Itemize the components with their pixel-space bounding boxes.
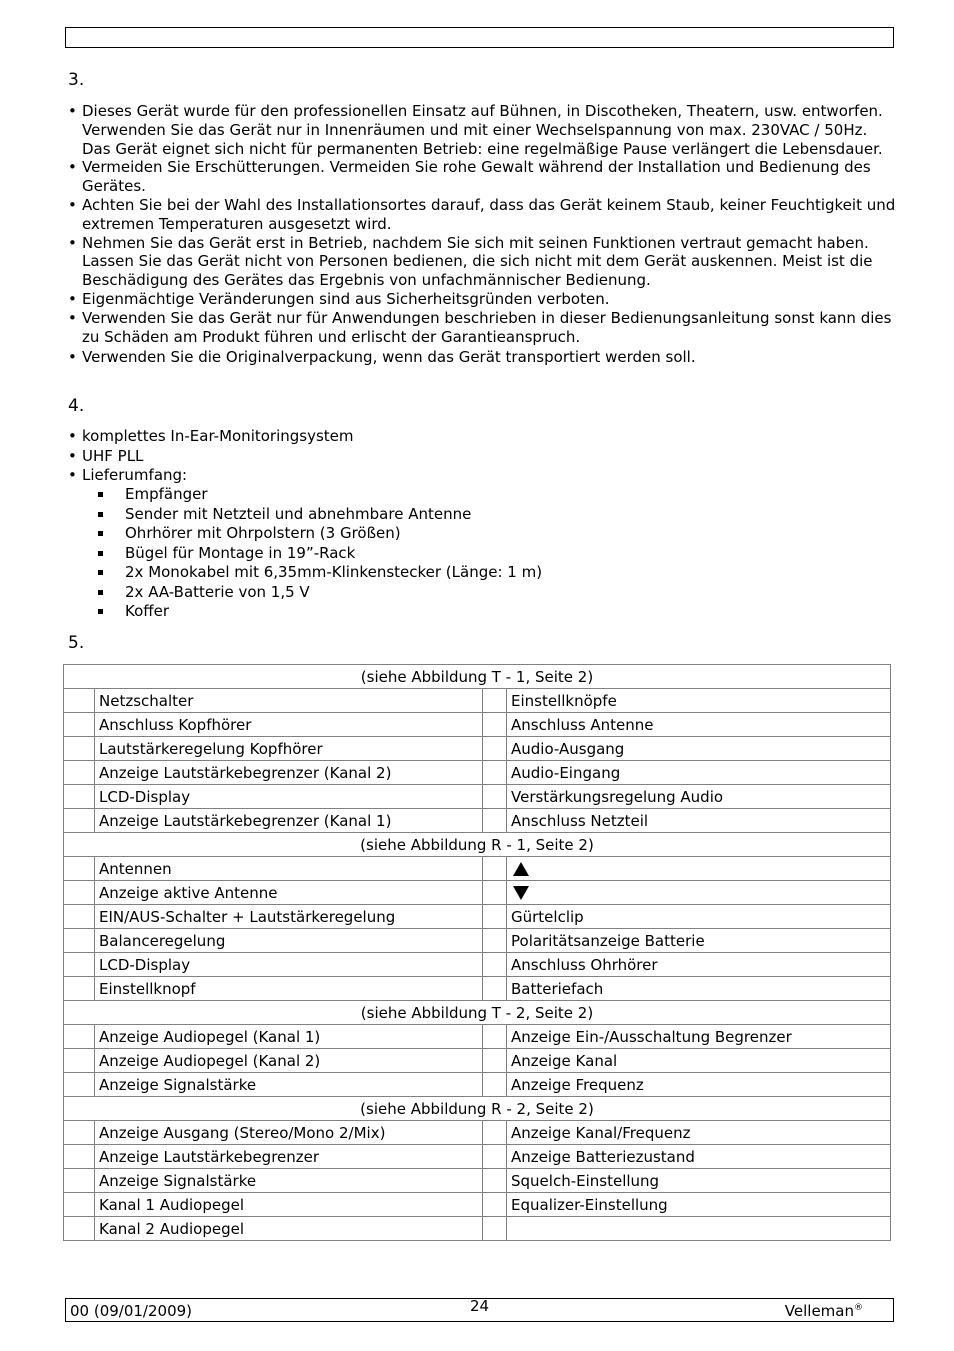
table-caption: (siehe Abbildung R - 2, Seite 2) [64,1097,891,1121]
safety-list [68,102,898,367]
table-cell: Balanceregelung [95,929,483,953]
table-row [64,737,891,761]
table-cell: Anzeige Kanal [507,1049,891,1073]
list-item: Empfänger [68,485,898,505]
page-footer [65,1298,894,1322]
table-row [64,1193,891,1217]
footer-version: 00 (09/01/2009) [70,1302,193,1320]
table-row [64,1169,891,1193]
table-cell: Anzeige Ausgang (Stereo/Mono 2/Mix) [95,1121,483,1145]
table-cell: Netzschalter [95,689,483,713]
section-heading-4: 4. [68,396,85,416]
table-row [64,1025,891,1049]
list-item: 2x Monokabel mit 6,35mm-Klinkenstecker (Länge: 1 m) [68,563,898,583]
table-cell: Anzeige aktive Antenne [95,881,483,905]
list-item: • Verwenden Sie die Originalverpackung, wenn das Gerät transportiert werden soll. [68,348,898,367]
section-heading-5: 5. [68,633,85,653]
table-row [64,1073,891,1097]
table-cell: Gürtelclip [507,905,891,929]
list-item: • Nehmen Sie das Gerät erst in Betrieb, nachdem Sie sich mit seinen Funktionen vertraut gemacht haben. Lassen Sie das Gerät nicht von Personen bedienen, die sich nicht mit dem Gerät auskennen. Meist ist die Beschädigung des Gerätes das Ergebnis von unfachmännischer Bedienung. [68,234,898,290]
table-cell: Anzeige Audiopegel (Kanal 2) [95,1049,483,1073]
page-number: 24 [469,1297,490,1315]
table-cell: Equalizer-Einstellung [507,1193,891,1217]
section-heading-3: 3. [68,70,85,90]
triangle-down-icon [513,886,529,900]
list-item: Sender mit Netzteil und abnehmbare Antenne [68,505,898,525]
footer-brand [785,1302,863,1320]
table-row [64,761,891,785]
list-item: • Achten Sie bei der Wahl des Installationsortes darauf, dass das Gerät keinem Staub, keiner Feuchtigkeit und extremen Temperaturen ausgesetzt wird. [68,196,898,234]
table-cell: LCD-Display [95,785,483,809]
table-cell: Anzeige Frequenz [507,1073,891,1097]
table-row [64,785,891,809]
table-cell: Anzeige Signalstärke [95,1169,483,1193]
table-row [64,809,891,833]
table-cell: Anschluss Ohrhörer [507,953,891,977]
table-cell: Einstellknopf [95,977,483,1001]
table-cell: Anzeige Kanal/Frequenz [507,1121,891,1145]
table-cell: Anzeige Batteriezustand [507,1145,891,1169]
table-cell: Squelch-Einstellung [507,1169,891,1193]
table-row [64,1217,891,1241]
list-item: Koffer [68,602,898,622]
scope-list [68,485,898,622]
table-cell: Audio-Ausgang [507,737,891,761]
table-caption: (siehe Abbildung T - 1, Seite 2) [64,665,891,689]
table-cell: Kanal 2 Audiopegel [95,1217,483,1241]
list-item: • Dieses Gerät wurde für den professionellen Einsatz auf Bühnen, in Discotheken, Theatern, usw. entworfen. Verwenden Sie das Gerät nur in Innenräumen und mit einer Wechselspannung von max. 230VAC / 50Hz. Das Gerät eignet sich nicht für permanenten Betrieb: eine regelmäßige Pause verlängert die Lebensdauer. [68,102,898,158]
table-cell: Kanal 1 Audiopegel [95,1193,483,1217]
list-item: Ohrhörer mit Ohrpolstern (3 Größen) [68,524,898,544]
list-item: • UHF PLL [68,447,898,467]
table-row [64,953,891,977]
table-cell: Anschluss Kopfhörer [95,713,483,737]
table-cell: Einstellknöpfe [507,689,891,713]
triangle-up-icon [513,862,529,876]
table-caption: (siehe Abbildung T - 2, Seite 2) [64,1001,891,1025]
table-row [64,881,891,905]
table-row [64,713,891,737]
table-row [64,1145,891,1169]
table-cell: Audio-Eingang [507,761,891,785]
list-item: Bügel für Montage in 19”-Rack [68,544,898,564]
table-cell: Anzeige Ein-/Ausschaltung Begrenzer [507,1025,891,1049]
table-cell [507,1217,891,1241]
table-row [64,689,891,713]
table-cell: LCD-Display [95,953,483,977]
list-item: • Lieferumfang: [68,466,898,486]
list-item: 2x AA-Batterie von 1,5 V [68,583,898,603]
table-cell: EIN/AUS-Schalter + Lautstärkeregelung [95,905,483,929]
list-item: • Vermeiden Sie Erschütterungen. Vermeiden Sie rohe Gewalt während der Installation und Bedienung des Gerätes. [68,158,898,196]
table-cell: Anzeige Signalstärke [95,1073,483,1097]
table-caption: (siehe Abbildung R - 1, Seite 2) [64,833,891,857]
parts-table [63,664,891,1241]
table-cell: Batteriefach [507,977,891,1001]
table-cell: Lautstärkeregelung Kopfhörer [95,737,483,761]
up-arrow-icon [507,857,891,881]
table-cell: Anzeige Lautstärkebegrenzer (Kanal 2) [95,761,483,785]
table-row [64,857,891,881]
table-cell: Verstärkungsregelung Audio [507,785,891,809]
table-cell: Anzeige Lautstärkebegrenzer [95,1145,483,1169]
table-cell: Anschluss Antenne [507,713,891,737]
table-cell: Anzeige Audiopegel (Kanal 1) [95,1025,483,1049]
table-cell: Anzeige Lautstärkebegrenzer (Kanal 1) [95,809,483,833]
down-arrow-icon [507,881,891,905]
table-row [64,977,891,1001]
table-row [64,905,891,929]
table-row [64,929,891,953]
features-list [68,427,898,486]
page-header-box [65,27,894,48]
table-row [64,1121,891,1145]
brand-name: Velleman [784,1302,854,1320]
table-cell: Anschluss Netzteil [507,809,891,833]
table-row [64,1049,891,1073]
list-item: • Verwenden Sie das Gerät nur für Anwendungen beschrieben in dieser Bedienungsanleitung sonst kann dies zu Schäden am Produkt führen und erlischt der Garantieanspruch. [68,309,898,347]
registered-mark: ® [854,1303,863,1313]
table-cell: Antennen [95,857,483,881]
table-cell: Polaritätsanzeige Batterie [507,929,891,953]
list-item: • komplettes In-Ear-Monitoringsystem [68,427,898,447]
list-item: • Eigenmächtige Veränderungen sind aus Sicherheitsgründen verboten. [68,290,898,309]
